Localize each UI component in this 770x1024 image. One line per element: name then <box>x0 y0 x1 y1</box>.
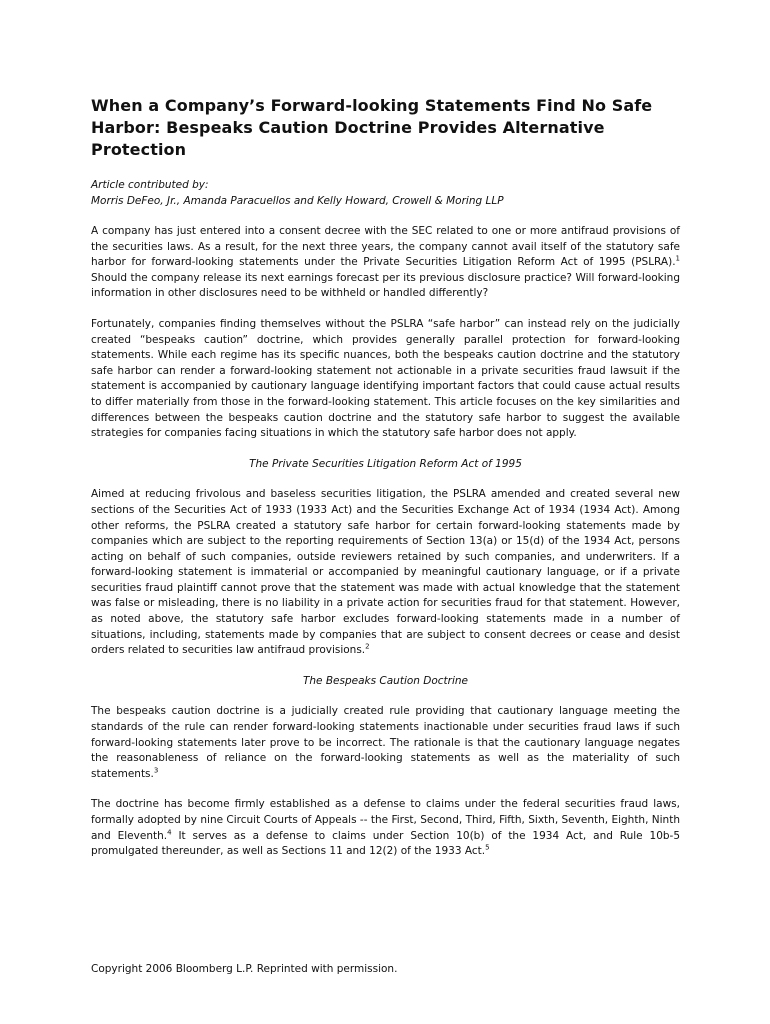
article-body <box>91 95 680 860</box>
intro-paragraph-1-text-b: Should the company release its next earnings forecast per its previous disclosure practice? Will forward-looking information in other disclosures need to be withheld or handled differently? <box>91 271 680 300</box>
bespeaks-paragraph-2 <box>91 797 680 859</box>
intro-paragraph-1 <box>91 224 680 302</box>
footnote-ref-2: 2 <box>365 642 370 651</box>
section-heading-bespeaks-caution: The Bespeaks Caution Doctrine <box>302 674 469 687</box>
footnote-ref-3: 3 <box>153 766 159 775</box>
bespeaks-paragraph-2-text-a: The doctrine has become firmly established as a defense to claims under the federal securities fraud laws, formally adopted by nine Circuit Courts of Appeals -- the First, Second, Third, Fifth, Sixth, Seventh, Eighth, Ninth and Eleventh. <box>91 798 680 842</box>
author-list: Morris DeFeo, Jr., Amanda Paracuellos and Kelly Howard, Crowell & Moring LLP <box>91 195 504 207</box>
bespeaks-paragraph-1-text: The bespeaks caution doctrine is a judicially created rule providing that cautionary language meeting the standards of the rule can render forward-looking statements inactionable under securities fraud laws if such forward-looking statements later prove to be incorrect. The rationale is that the cautionary language negates the reasonableness of reliance on the forward-looking statements as well as the materiality of such statements. <box>91 705 680 780</box>
footnote-ref-4: 4 <box>167 828 172 837</box>
article-title: When a Company’s Forward-looking Statements Find No Safe Harbor: Bespeaks Caution Doctrine Provides Alternative Protection <box>91 96 653 159</box>
bespeaks-paragraph-2-text-b: It serves as a defense to claims under Section 10(b) of the 1934 Act, and Rule 10b-5 promulgated thereunder, as well as Sections 11 and 12(2) of the 1933 Act. <box>91 829 681 858</box>
section-heading-pslra: The Private Securities Litigation Reform Act of 1995 <box>249 457 522 470</box>
pslra-paragraph-1-text: Aimed at reducing frivolous and baseless securities litigation, the PSLRA amended and created several new sections of the Securities Act of 1933 (1933 Act) and the Securities Exchange Act of 1934 (1934 Act). Among other reforms, the PSLRA created a statutory safe harbor for certain forward-looking statements made by companies which are subject to the reporting requirements of Section 13(a) or 15(d) of the 1934 Act, persons acting on behalf of such companies, outside reviewers retained by such companies, and underwriters. If a forward-looking statement is immaterial or accompanied by meaningful cautionary language, or if a private securities fraud plaintiff cannot prove that the statement was made with actual knowledge that the statement was false or misleading, there is no liability in a private action for securities fraud for that statement. However, as noted above, the statutory safe harbor excludes forward-looking statements made in a number of situations, including, statements made by companies that are subject to consent decrees or cease and desist orders related to securities law antifraud provisions. <box>91 488 680 657</box>
intro-paragraph-1-text-a: A company has just entered into a consent decree with the SEC related to one or more antifraud provisions of the securities laws. As a result, for the next three years, the company cannot avail itself of the statutory safe harbor for forward-looking statements under the Private Securities Litigation Reform Act of 1995 (PSLRA). <box>91 225 680 269</box>
footnote-ref-1: 1 <box>675 254 680 263</box>
attribution-label: Article contributed by: <box>91 179 209 191</box>
copyright-footer: Copyright 2006 Bloomberg L.P. Reprinted with permission. <box>91 963 398 975</box>
bespeaks-paragraph-1 <box>91 704 680 782</box>
attribution-block <box>91 177 680 209</box>
intro-paragraph-2: Fortunately, companies finding themselves without the PSLRA “safe harbor” can instead rely on the judicially created “bespeaks caution” doctrine, which provides generally parallel protection for forward-looking statements. While each regime has its specific nuances, both the bespeaks caution doctrine and the statutory safe harbor can render a forward-looking statement not actionable in a private securities fraud lawsuit if the statement is accompanied by cautionary language identifying important factors that could cause actual results to differ materially from those in the forward-looking statement. This article focuses on the key similarities and differences between the bespeaks caution doctrine and the statutory safe harbor to suggest the available strategies for companies facing situations in which the statutory safe harbor does not apply. <box>91 317 680 440</box>
footnote-ref-5: 5 <box>485 843 490 852</box>
pslra-paragraph-1 <box>91 487 680 659</box>
